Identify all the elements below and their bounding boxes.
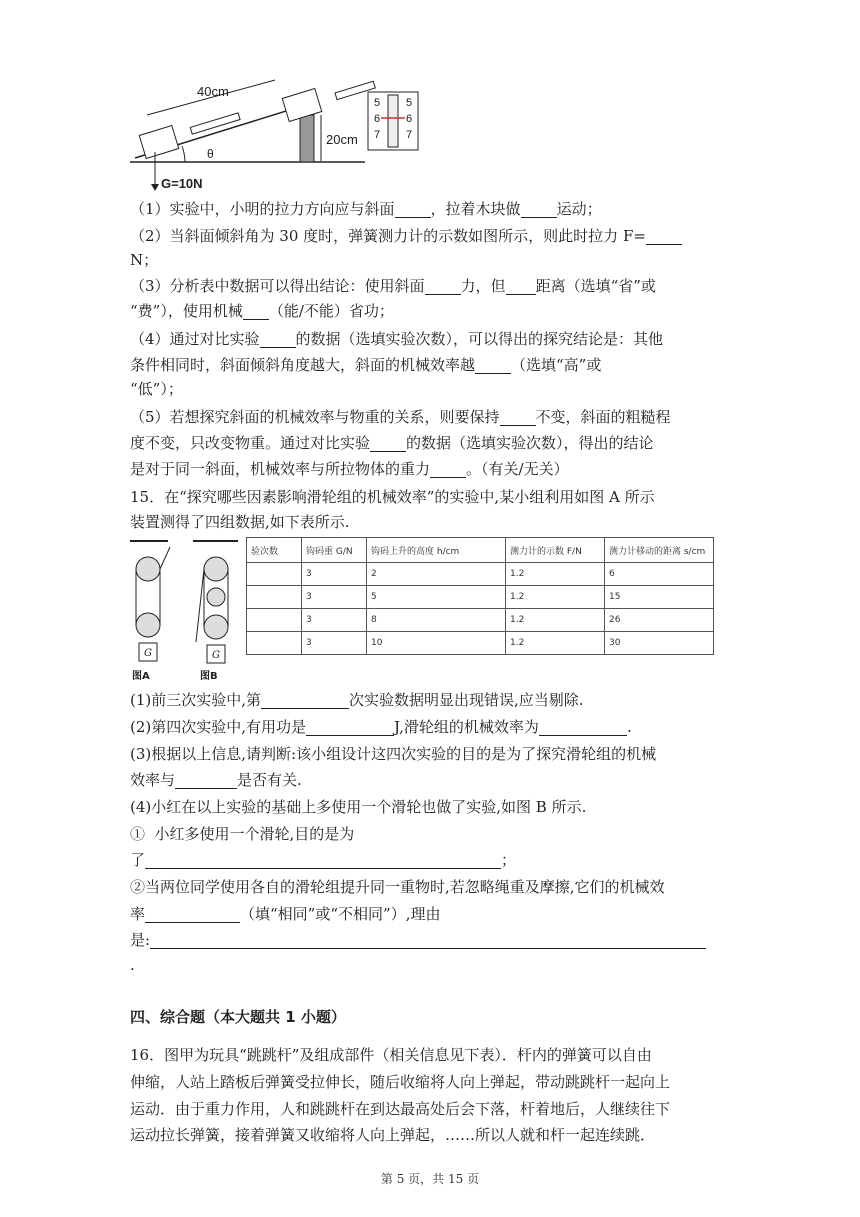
table-cell: [247, 586, 302, 609]
scale-left-5: 5: [374, 97, 381, 109]
table-cell: 1.2: [506, 632, 605, 655]
q16-line-4: 运动拉长弹簧，接着弹簧又收缩将人向上弹起，……所以人就和杆一起连续跳．: [130, 1126, 656, 1144]
fig-b-label: 图B: [200, 671, 218, 682]
scale-right-7: 7: [406, 129, 413, 141]
pulley-a-bottom: [136, 613, 160, 637]
table-cell: 3: [302, 563, 367, 586]
answer-blank[interactable]: [506, 279, 536, 295]
incline-figure: [125, 60, 425, 195]
q14-line-1: （1）实验中，小明的拉力方向应与斜面 ，拉着木块做 运动；: [130, 200, 602, 218]
table-cell: 10: [367, 632, 506, 655]
table-cell: 2: [367, 563, 506, 586]
table-header: 测力计移动的距离 s/cm: [605, 538, 714, 563]
answer-blank[interactable]: [430, 462, 466, 478]
table-cell: [247, 609, 302, 632]
answer-blank[interactable]: [150, 933, 706, 949]
q14-line-4: “费”），使用机械 （能/不能）省功；: [130, 302, 394, 320]
answer-blank[interactable]: [370, 436, 406, 452]
weight-arrow-head: [151, 184, 159, 191]
fig-a-label: 图A: [132, 671, 150, 682]
data-table: [246, 537, 714, 655]
angle-label: θ: [207, 147, 214, 161]
answer-blank[interactable]: [261, 693, 349, 709]
q14-line-7: “低”）；: [130, 380, 183, 398]
table-cell: 6: [605, 563, 714, 586]
rope-b-pull: [196, 569, 204, 642]
table-header: 测力计的示数 F/N: [506, 538, 605, 563]
table-header-row: [247, 538, 714, 563]
answer-blank[interactable]: [521, 202, 557, 218]
table-header: 验次数: [247, 538, 302, 563]
q15-intro-2: 装置测得了四组数据,如下表所示.: [130, 513, 350, 531]
q15-part-4: (4)小红在以上实验的基础上多使用一个滑轮也做了实验,如图 B 所示.: [130, 798, 587, 816]
length-label: 40cm: [197, 84, 229, 99]
pulley-b-bottom: [204, 615, 228, 639]
table-cell: [247, 563, 302, 586]
q15-part-5: ① 小红多使用一个滑轮,目的是为: [130, 825, 355, 843]
section-title: 四、综合题（本大题共 1 小题）: [130, 1008, 346, 1026]
table-cell: 30: [605, 632, 714, 655]
q15-part-10: .: [130, 956, 135, 974]
answer-blank[interactable]: [475, 358, 511, 374]
answer-blank[interactable]: [175, 773, 237, 789]
q16-line-1: 16．图甲为玩具“跳跳杆”及组成部件（相关信息见下表）．杆内的弹簧可以自由: [130, 1046, 652, 1064]
table-row: [247, 609, 714, 632]
wood-block-lower: [139, 126, 179, 159]
angle-arc: [182, 146, 185, 162]
table-row: [247, 586, 714, 609]
pulley-figures: [128, 537, 243, 682]
scale-right-6: 6: [406, 113, 413, 125]
q15-part-1: (1)前三次实验中,第 次实验数据明显出现错误,应当剔除.: [130, 691, 584, 709]
scale-left-6: 6: [374, 113, 381, 125]
q16-line-2: 伸缩，人站上踏板后弹簧受拉伸长，随后收缩将人向上弹起，带动跳跳杆一起向上: [130, 1073, 671, 1091]
answer-blank[interactable]: [425, 279, 461, 295]
page-footer: 第 5 页，共 15 页: [380, 1172, 480, 1186]
table-cell: 3: [302, 632, 367, 655]
table-cell: 5: [367, 586, 506, 609]
weight-b-label: G: [212, 650, 220, 661]
q14-line-9: 度不变，只改变物重。通过对比实验 的数据（选填实验次数），得出的结论: [130, 434, 654, 452]
table-cell: 26: [605, 609, 714, 632]
table-cell: 1.2: [506, 609, 605, 632]
q15-part-8: 率 （填“相同”或“不相同”）,理由: [130, 905, 441, 923]
answer-blank[interactable]: [243, 304, 269, 320]
q15-part-7: ②当两位同学使用各自的滑轮组提升同一重物时,若忽略绳重及摩擦,它们的机械效: [130, 878, 665, 896]
scale-left-7: 7: [374, 129, 381, 141]
scale-right-5: 5: [406, 97, 413, 109]
table-cell: [247, 632, 302, 655]
q15-part-3b: 效率与 是否有关.: [130, 771, 302, 789]
q15-part-3: (3)根据以上信息,请判断:该小组设计这四次实验的目的是为了探究滑轮组的机械: [130, 745, 657, 763]
q14-line-2: （2）当斜面倾斜角为 30 度时，弹簧测力计的示数如图所示，则此时拉力 F=: [130, 227, 682, 245]
q14-line-2b: N；: [130, 251, 159, 269]
support-block: [300, 115, 314, 162]
answer-blank[interactable]: [646, 229, 682, 245]
height-label: 20cm: [326, 132, 358, 147]
table-cell: 3: [302, 586, 367, 609]
table-cell: 3: [302, 609, 367, 632]
answer-blank[interactable]: [395, 202, 431, 218]
q15-intro-1: 15．在“探究哪些因素影响滑轮组的机械效率”的实验中,某小组利用如图 A 所示: [130, 488, 655, 506]
answer-blank[interactable]: [260, 332, 296, 348]
q15-part-9: 是:: [130, 931, 706, 949]
answer-blank[interactable]: [306, 720, 394, 736]
table-header: 钩码重 G/N: [302, 538, 367, 563]
pulley-a-top: [136, 557, 160, 581]
table-cell: 8: [367, 609, 506, 632]
answer-blank[interactable]: [539, 720, 627, 736]
q14-line-6: 条件相同时，斜面倾斜角度越大，斜面的机械效率越 （选填“高”或: [130, 356, 602, 374]
answer-blank[interactable]: [500, 410, 536, 426]
table-cell: 15: [605, 586, 714, 609]
answer-blank[interactable]: [145, 853, 501, 869]
answer-blank[interactable]: [145, 907, 240, 923]
q14-line-5: （4）通过对比实验 的数据（选填实验次数），可以得出的探究结论是：其他: [130, 330, 664, 348]
table-cell: 1.2: [506, 586, 605, 609]
pulley-b-top: [204, 557, 228, 581]
q14-line-10: 是对于同一斜面，机械效率与所拉物体的重力 。（有关/无关）: [130, 460, 569, 478]
weight-a-label: G: [144, 648, 152, 659]
scale-zoom-tube: [388, 95, 398, 147]
q16-line-3: 运动．由于重力作用，人和跳跳杆在到达最高处后会下落，杆着地后，人继续往下: [130, 1100, 671, 1118]
rope-a-pull: [160, 547, 170, 569]
pulley-b-mid: [207, 588, 225, 606]
table-row: [247, 563, 714, 586]
wood-block-upper: [282, 89, 322, 122]
q15-part-6: 了 ；: [130, 851, 517, 869]
table-header: 钩码上升的高度 h/cm: [367, 538, 506, 563]
weight-label: G=10N: [161, 176, 203, 191]
table-row: [247, 632, 714, 655]
q14-line-3: （3）分析表中数据可以得出结论：使用斜面 力，但 距离（选填“省”或: [130, 277, 656, 295]
table-cell: 1.2: [506, 563, 605, 586]
spring-scale-lower: [190, 113, 240, 134]
q14-line-8: （5）若想探究斜面的机械效率与物重的关系，则要保持 不变，斜面的粗糙程: [130, 408, 671, 426]
q15-part-2: (2)第四次实验中,有用功是 J,滑轮组的机械效率为 .: [130, 718, 632, 736]
